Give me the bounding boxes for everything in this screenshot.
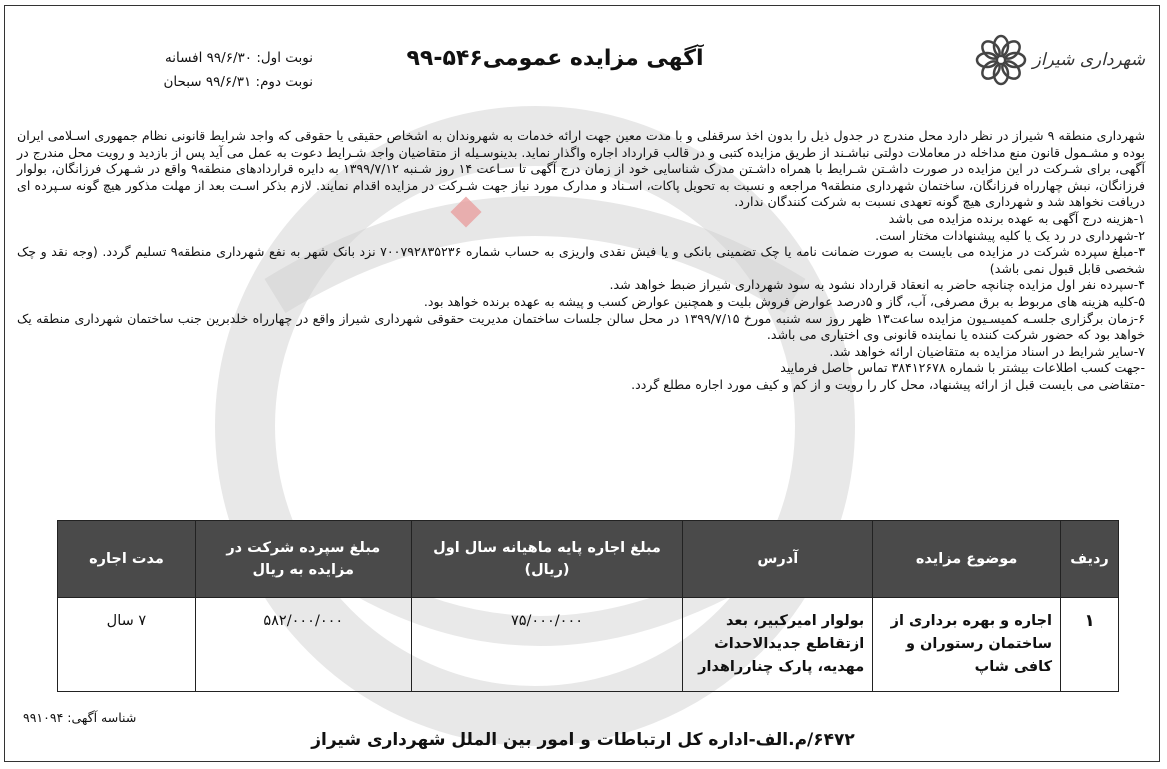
header-duration: مدت اجاره <box>58 521 196 598</box>
cell-duration: ۷ سال <box>58 598 196 692</box>
header-address: آدرس <box>683 521 873 598</box>
header-row-number: ردیف <box>1061 521 1119 598</box>
condition-item: ۱-هزینه درج آگهی به عهده برنده مزایده می باشد <box>888 210 1145 226</box>
footer-publisher: ۶۴۷۲/م.الف-اداره کل ارتباطات و امور بین الملل شهرداری شیراز <box>311 730 855 750</box>
table-header-row <box>58 521 1119 598</box>
header-subject: موضوع مزایده <box>873 521 1061 598</box>
first-notice: نوبت اول: ۹۹/۶/۳۰ افسانه <box>165 50 313 66</box>
auction-table <box>57 520 1119 692</box>
ad-identifier: شناسه آگهی: ۹۹۱۰۹۴ <box>23 710 137 725</box>
condition-item: -متقاضی می بایست قبل از ارائه پیشنهاد، محل کار را رویت و از کم و کیف مورد اجاره مطلع گردد. <box>631 376 1145 392</box>
condition-item: ۵-کلیه هزینه های مربوط به برق مصرفی، آب، گاز و ۵درصد عوارض فروش بلیت و همچنین عوارض کسب و پیشه به عهده برنده خواهد بود. <box>423 293 1145 309</box>
cell-deposit: ۵۸۲/۰۰۰/۰۰۰ <box>195 598 411 692</box>
second-notice: نوبت دوم: ۹۹/۶/۳۱ سبحان <box>163 74 313 90</box>
condition-item: ۶-زمان برگزاری جلسـه کمیسـیون مزایده ساعت۱۳ ظهر روز سه شنبه مورخ ۱۳۹۹/۷/۱۵ در محل سالن جلسات ساختمان مدیریت حقوقی شهرداری شیراز واقع در چهارراه خلدبرین جنب ساختمان شهرداری منطقه یک خواهد بود که حضور شرکت کننده یا نماینده قانونی وی اختیاری می باشد. <box>17 310 1145 343</box>
condition-item: ۴-سپرده نفر اول مزایده چنانچه حاضر به انعقاد قرارداد نشود به سود شهرداری شیراز ضبط خواهد شد. <box>609 277 1145 293</box>
ad-title: آگهی مزایده عمومی۵۴۶-۹۹ <box>406 46 704 71</box>
advertisement-frame <box>4 5 1160 762</box>
flower-emblem-icon <box>975 34 1027 86</box>
cell-row-number: ۱ <box>1061 598 1119 692</box>
header-deposit: مبلغ سپرده شرکت در مزایده به ریال <box>195 521 411 598</box>
condition-item: -جهت کسب اطلاعات بیشتر با شماره ۳۸۴۱۲۶۷۸ تماس حاصل فرمایید <box>780 360 1145 376</box>
condition-item: ۷-سایر شرایط در اسناد مزایده به متقاضیان ارائه خواهد شد. <box>829 343 1145 359</box>
logo-text: شهرداری شیراز <box>1032 50 1145 70</box>
condition-item: ۲-شهرداری در رد یک یا کلیه پیشنهادات مختار است. <box>875 227 1145 243</box>
intro-paragraph: شهرداری منطقه ۹ شیراز در نظر دارد محل مندرج در جدول ذیل را بدون اخذ سرقفلی و با مدت معین جهت ارائه خدمات به شهروندان به اشخاص حقیقی یا حقوقی که واجد شرایط قانونی نظام جمهوری اسـلامی ایران بوده و مشـمول قانون منع مداخله در معاملات دولتی نباشـند از طریق مزایده کتبی و در قالب قرارداد اجاره واگذار نماید. بدینوسـیله از متقاضیان واجد شـرایط دعوت به عمل می آید پس از بازدید و رویت محل مندرج در آگهی، برای شـرکت در این مزایده در صورت داشـتن شـرایط با همراه داشـتن مدرک شناسایی خود از زمان درج آگهی تا سـاعت ۱۴ روز شـنبه ۱۳۹۹/۷/۱۲ به دایره قراردادهای منطقه۹ واقع در شـهرک فرزانگان، بولوار فرزانگان، نبش چهارراه فرزانگان، ساختمان شهرداری منطقه۹ مراجعه و نسبت به تحویل پاکات، اسـناد و مدارک مورد نیاز جهت شـرکت در مزایده اقدام نمایند. لازم بذکر اسـت بعد از مهلت مذکور هیچ گونه سـپرده ای دریافت نخواهد شد و شهرداری هیچ گونه تعهدی نسبت به شرکت کنندگان ندارد. <box>17 128 1145 210</box>
cell-address: بولوار امیرکبیر، بعد ازتقاطع جدیدالاحداث مهدیه، پارک چنارراهدار <box>683 598 873 692</box>
condition-item: ۳-مبلغ سپرده شرکت در مزایده می بایست به صورت ضمانت نامه یا چک تضمینی بانکی و یا فیش نقدی واریزی به حساب شماره ۷۰۰۷۹۲۸۳۵۲۳۶ نزد بانک شهر به نفع شهرداری منطقه۹ تسلیم گردد. (وجه نقد و چک شخصی قابل قبول نمی باشد) <box>17 244 1145 276</box>
table-row <box>58 598 1119 692</box>
header <box>5 6 1161 124</box>
header-base-rent: مبلغ اجاره پایه ماهیانه سال اول (ریال) <box>411 521 683 598</box>
ad-body <box>17 128 1145 394</box>
municipality-logo <box>945 20 1145 100</box>
cell-subject: اجاره و بهره برداری از ساختمان رستوران و کافی شاپ <box>873 598 1061 692</box>
publication-notices <box>93 46 313 94</box>
cell-base-rent: ۷۵/۰۰۰/۰۰۰ <box>411 598 683 692</box>
